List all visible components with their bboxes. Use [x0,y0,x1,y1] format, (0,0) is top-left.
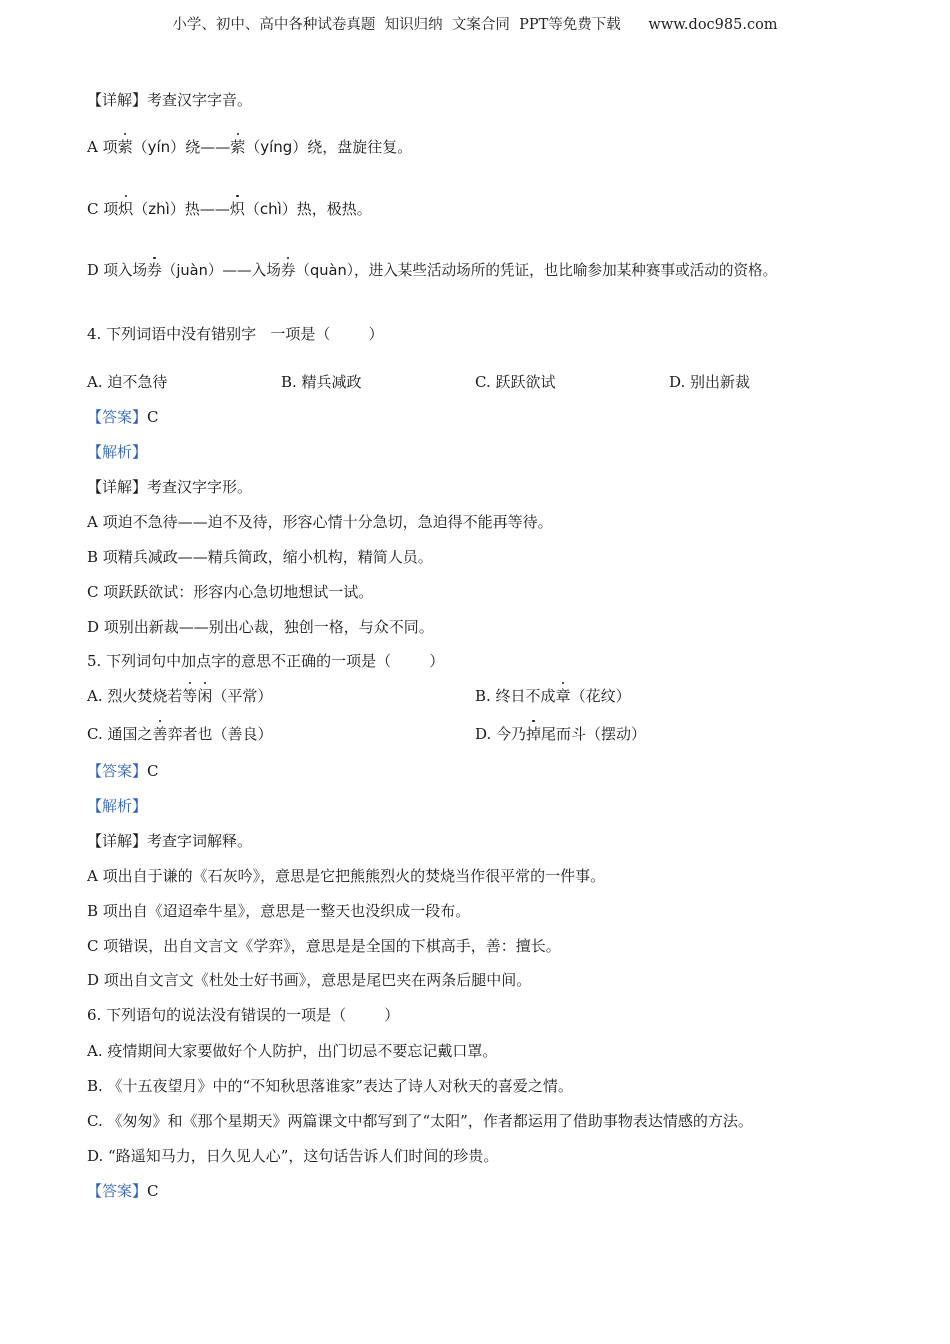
q4-option-d: D. 别出新裁 [669,373,751,391]
q6-option-b: B. 《十五夜望月》中的“不知秋思落谁家”表达了诗人对秋天的喜爱之情。 [87,1077,573,1095]
q5-explain-d: D 项出自文言文《杜处士好书画》，意思是尾巴夹在两条后腿中间。 [87,971,532,989]
q5-answer: 【答案】C [87,762,159,780]
q4-option-a: A. 迫不急待 [87,373,168,391]
q5-option-a: A. 烈火焚烧若等闲（平常） [87,687,273,705]
q4-option-c: C. 跃跃欲试 [475,373,556,391]
page-header: 小学、初中、高中各种试卷真题 知识归纳 文案合同 PPT等免费下载 www.doc985.com [172,17,778,33]
q4-explain-d: D 项别出新裁——别出心裁，独创一格，与众不同。 [87,618,434,636]
q5-explain-a: A 项出自于谦的《石灰吟》，意思是它把熊熊烈火的焚烧当作很平常的一件事。 [87,867,606,885]
q5-option-c: C. 通国之善弈者也（善良） [87,725,273,743]
q5-option-d: D. 今乃掉尾而斗（摆动） [475,725,647,743]
q5-options-row1 [87,685,867,707]
q5-stem: 5. 下列词句中加点字的意思不正确的一项是（ ） [87,652,445,670]
q4-options [87,371,867,393]
q5-option-b: B. 终日不成章（花纹） [475,687,631,705]
q6-stem: 6. 下列语句的说法没有错误的一项是（ ） [87,1006,400,1024]
q4-option-b: B. 精兵减政 [281,373,362,391]
q4-detail: 【详解】考查汉字字形。 [87,478,253,496]
q4-explain-a: A 项迫不急待——迫不及待，形容心情十分急切，急迫得不能再等待。 [87,513,553,531]
q4-answer: 【答案】C [87,408,159,426]
q3-detail: 【详解】考查汉字字音。 [87,91,253,109]
q6-answer: 【答案】C [87,1182,159,1200]
q6-option-c: C. 《匆匆》和《那个星期天》两篇课文中都写到了“太阳”，作者都运用了借助事物表达情感的方法。 [87,1112,753,1130]
q6-option-d: D. “路遥知马力，日久见人心”，这句话告诉人们时间的珍贵。 [87,1147,499,1165]
q5-explain-c: C 项错误，出自文言文《学弈》，意思是是全国的下棋高手，善：擅长。 [87,937,561,955]
q4-explain-b: B 项精兵减政——精兵简政，缩小机构，精简人员。 [87,548,433,566]
q3-line-c: C 项炽（zhì）热——炽（chì）热，极热。 [87,200,372,218]
q3-line-a: A 项萦（yín）绕——萦（yíng）绕，盘旋往复。 [87,138,413,156]
q5-analysis-tag: 【解析】 [87,797,148,815]
q3-line-d: D 项入场券（juàn）——入场券（quàn），进入某些活动场所的凭证，也比喻参加某种赛事或活动的资格。 [87,260,777,282]
q6-option-a: A. 疫情期间大家要做好个人防护，出门切忌不要忘记戴口罩。 [87,1042,498,1060]
q5-detail: 【详解】考查字词解释。 [87,832,253,850]
q4-explain-c: C 项跃跃欲试：形容内心急切地想试一试。 [87,583,374,601]
q5-explain-b: B 项出自《迢迢牵牛星》，意思是一整天也没织成一段布。 [87,902,471,920]
q5-options-row2 [87,723,867,745]
q4-stem: 4. 下列词语中没有错别字 一项是（ ） [87,325,384,343]
q4-analysis-tag: 【解析】 [87,443,148,461]
